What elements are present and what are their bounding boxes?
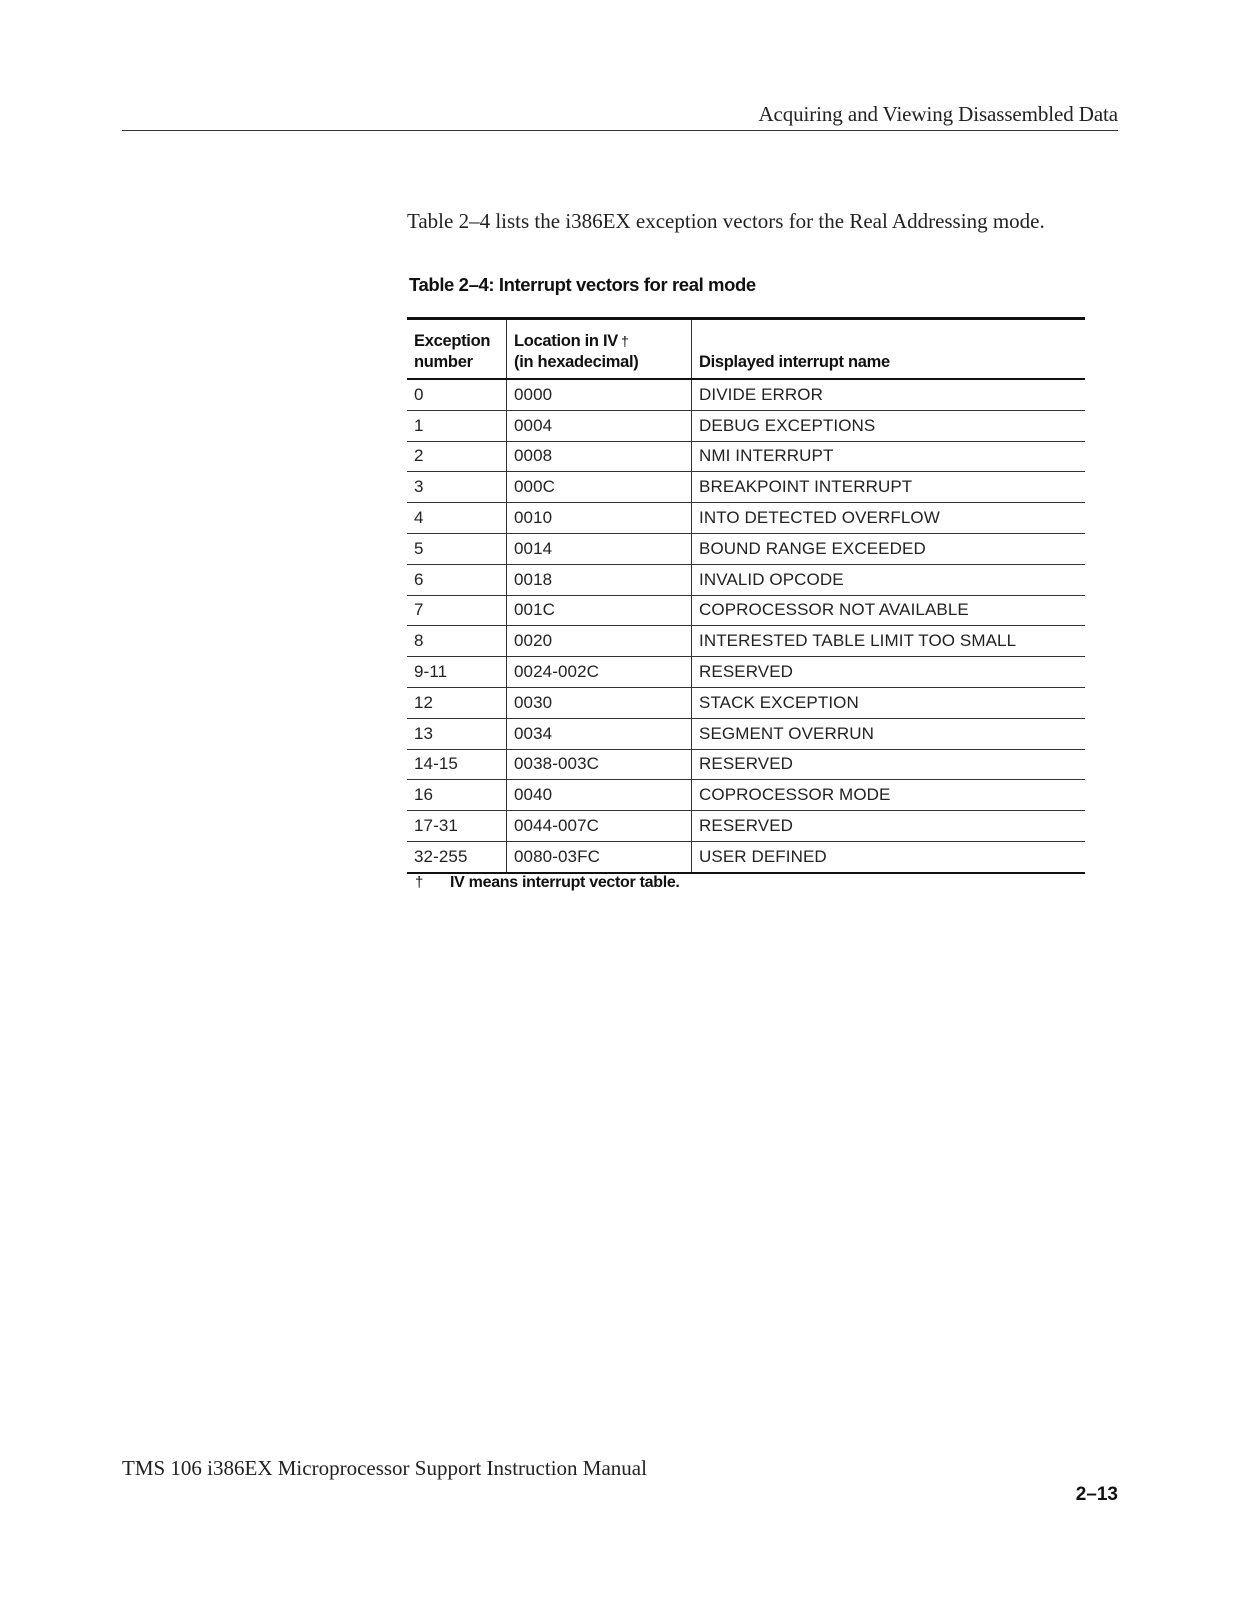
cell-location: 0014	[507, 533, 692, 564]
cell-interrupt-name: COPROCESSOR NOT AVAILABLE	[692, 595, 1086, 626]
table-row	[407, 687, 1085, 718]
cell-interrupt-name: BOUND RANGE EXCEEDED	[692, 533, 1086, 564]
cell-interrupt-name: INTERESTED TABLE LIMIT TOO SMALL	[692, 626, 1086, 657]
table-row	[407, 595, 1085, 626]
table-row	[407, 533, 1085, 564]
dagger-footnote-mark: †	[620, 333, 629, 349]
table-row	[407, 379, 1085, 410]
table-body	[407, 379, 1085, 873]
cell-location: 0008	[507, 441, 692, 472]
header-rule	[122, 130, 1118, 131]
column-header-exception-line1: Exception	[414, 332, 491, 350]
cell-interrupt-name: RESERVED	[692, 811, 1086, 842]
column-header-location-line2: (in hexadecimal)	[514, 353, 639, 371]
column-header-exception-line2: number	[414, 353, 473, 371]
cell-exception-number: 3	[407, 472, 507, 503]
table-row	[407, 441, 1085, 472]
table-row	[407, 472, 1085, 503]
cell-location: 0010	[507, 503, 692, 534]
table-footnote	[415, 874, 680, 892]
cell-interrupt-name: BREAKPOINT INTERRUPT	[692, 472, 1086, 503]
cell-interrupt-name: DEBUG EXCEPTIONS	[692, 410, 1086, 441]
cell-location: 0030	[507, 687, 692, 718]
cell-exception-number: 6	[407, 564, 507, 595]
table-row	[407, 841, 1085, 872]
footnote-dagger-mark: †	[415, 874, 424, 891]
table-header-row	[407, 319, 1085, 380]
footnote-text: IV means interrupt vector table.	[450, 874, 680, 891]
cell-location: 001C	[507, 595, 692, 626]
intro-paragraph: Table 2–4 lists the i386EX exception vectors for the Real Addressing mode.	[407, 209, 1045, 233]
cell-interrupt-name: INVALID OPCODE	[692, 564, 1086, 595]
cell-interrupt-name: USER DEFINED	[692, 841, 1086, 872]
table-row	[407, 503, 1085, 534]
cell-exception-number: 9-11	[407, 657, 507, 688]
table-row	[407, 718, 1085, 749]
cell-exception-number: 4	[407, 503, 507, 534]
cell-location: 0034	[507, 718, 692, 749]
cell-exception-number: 7	[407, 595, 507, 626]
cell-exception-number: 12	[407, 687, 507, 718]
cell-exception-number: 8	[407, 626, 507, 657]
table-header	[407, 319, 1085, 380]
cell-location: 0080-03FC	[507, 841, 692, 872]
page-number: 2–13	[1075, 1484, 1118, 1505]
table-row	[407, 657, 1085, 688]
cell-exception-number: 32-255	[407, 841, 507, 872]
cell-interrupt-name: SEGMENT OVERRUN	[692, 718, 1086, 749]
cell-exception-number: 0	[414, 384, 424, 404]
cell-interrupt-name: NMI INTERRUPT	[692, 441, 1086, 472]
column-header-interrupt-name: Displayed interrupt name	[692, 319, 1086, 380]
cell-location: 0038-003C	[507, 749, 692, 780]
column-header-exception-number	[407, 319, 507, 380]
cell-location: 0044-007C	[507, 811, 692, 842]
cell-exception-number: 17-31	[407, 811, 507, 842]
cell-exception-number: 13	[407, 718, 507, 749]
cell-interrupt-name: STACK EXCEPTION	[692, 687, 1086, 718]
cell-location: 0000	[507, 379, 692, 410]
table-caption: Table 2–4: Interrupt vectors for real mode	[409, 274, 756, 295]
cell-location: 0040	[507, 780, 692, 811]
cell-interrupt-name: RESERVED	[692, 749, 1086, 780]
cell-exception-number: 14-15	[407, 749, 507, 780]
table-row	[407, 811, 1085, 842]
interrupt-vector-table	[407, 317, 1085, 874]
cell-location: 000C	[507, 472, 692, 503]
table-row	[407, 749, 1085, 780]
cell-exception-number: 16	[407, 780, 507, 811]
running-head: Acquiring and Viewing Disassembled Data	[758, 102, 1118, 126]
column-header-location	[507, 319, 692, 380]
table-row	[407, 410, 1085, 441]
cell-location: 0018	[507, 564, 692, 595]
cell-location: 0024-002C	[507, 657, 692, 688]
cell-interrupt-name: COPROCESSOR MODE	[692, 780, 1086, 811]
cell-exception-number: 1	[407, 410, 507, 441]
cell-location: 0004	[507, 410, 692, 441]
cell-interrupt-name: RESERVED	[692, 657, 1086, 688]
cell-interrupt-name: INTO DETECTED OVERFLOW	[692, 503, 1086, 534]
cell-interrupt-name: DIVIDE ERROR	[692, 379, 1086, 410]
table-row	[407, 626, 1085, 657]
cell-exception-number: 2	[407, 441, 507, 472]
table-row	[407, 564, 1085, 595]
cell-exception-number: 5	[407, 533, 507, 564]
table-row	[407, 780, 1085, 811]
column-header-location-line1: Location in IV	[514, 332, 618, 350]
footer-manual-title: TMS 106 i386EX Microprocessor Support Instruction Manual	[122, 1456, 647, 1480]
cell-location: 0020	[507, 626, 692, 657]
